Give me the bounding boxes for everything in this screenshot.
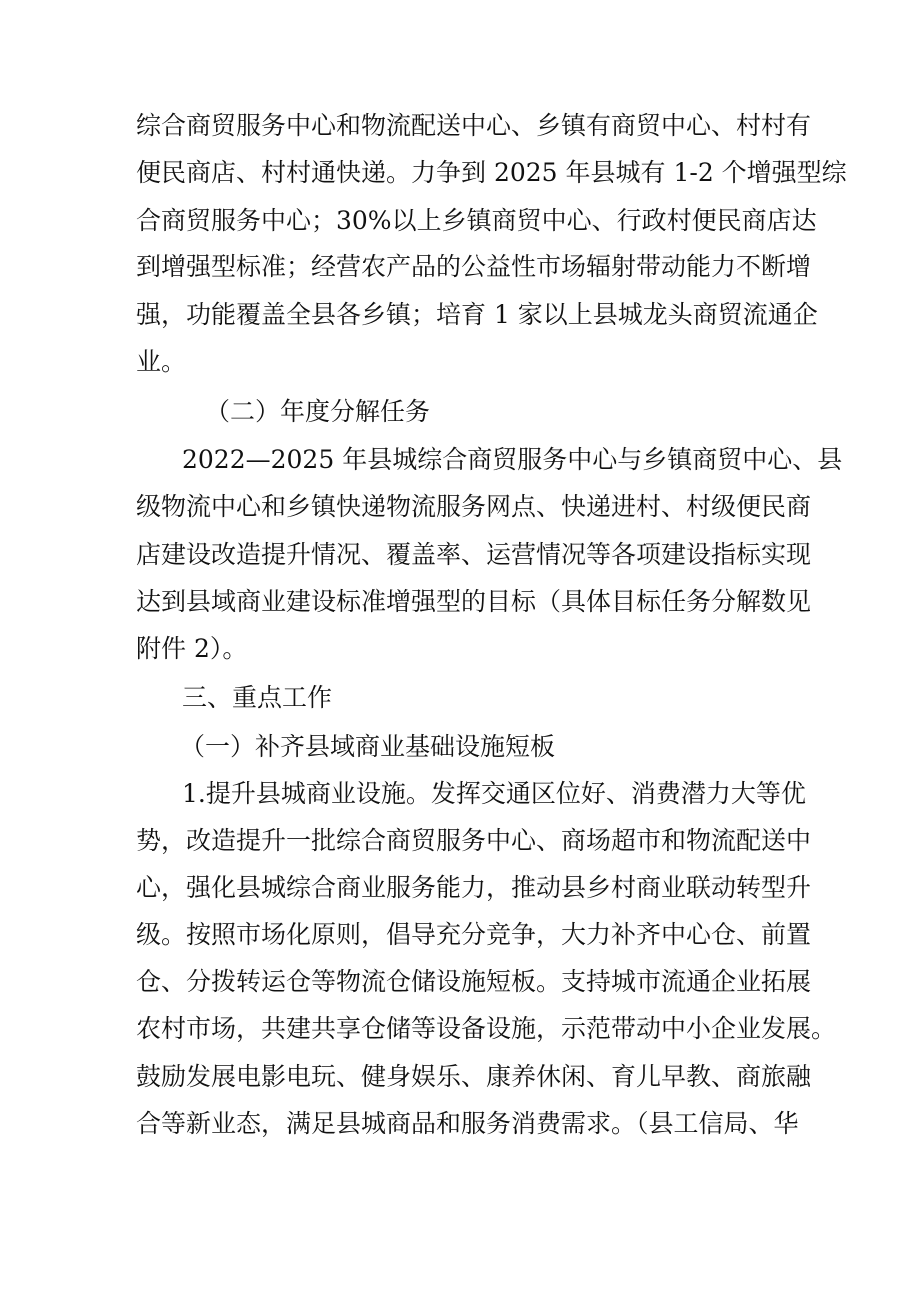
text-line: 1.提升县城商业设施。发挥交通区位好、消费潜力大等优 bbox=[182, 779, 806, 808]
text-line: 农村市场，共建共享仓储等设备设施，示范带动中小企业发展。 bbox=[136, 1014, 837, 1043]
text-line: 附件 2）。 bbox=[136, 634, 248, 663]
text-line: 合商贸服务中心；30%以上乡镇商贸中心、行政村便民商店达 bbox=[136, 206, 817, 235]
text-line: 店建设改造提升情况、覆盖率、运营情况等各项建设指标实现 bbox=[136, 540, 812, 569]
text-line: 强，功能覆盖全县各乡镇；培育 1 家以上县城龙头商贸流通企 bbox=[136, 300, 818, 329]
section-heading-annual-tasks: （二）年度分解任务 bbox=[205, 397, 431, 426]
section-heading-infrastructure: （一）补齐县域商业基础设施短板 bbox=[180, 732, 556, 761]
text-line: 达到县域商业建设标准增强型的目标（具体目标任务分解数见 bbox=[136, 587, 812, 616]
text-line: 业。 bbox=[136, 347, 187, 376]
text-line: 级。按照市场化原则，倡导充分竞争，大力补齐中心仓、前置 bbox=[136, 920, 812, 949]
text-line: 综合商贸服务中心和物流配送中心、乡镇有商贸中心、村村有 bbox=[136, 111, 812, 140]
text-line: 势，改造提升一批综合商贸服务中心、商场超市和物流配送中 bbox=[136, 826, 812, 855]
text-line: 仓、分拨转运仓等物流仓储设施短板。支持城市流通企业拓展 bbox=[136, 967, 812, 996]
text-line: 鼓励发展电影电玩、健身娱乐、康养休闲、育儿早教、商旅融 bbox=[136, 1062, 812, 1091]
text-line: 心，强化县城综合商业服务能力，推动县乡村商业联动转型升 bbox=[136, 873, 812, 902]
text-line: 合等新业态，满足县城商品和服务消费需求。（县工信局、华 bbox=[136, 1109, 799, 1138]
text-line: 便民商店、村村通快递。力争到 2025 年县城有 1-2 个增强型综 bbox=[136, 158, 847, 187]
text-line: 级物流中心和乡镇快递物流服务网点、快递进村、村级便民商 bbox=[136, 492, 812, 521]
text-line: 到增强型标准；经营农产品的公益性市场辐射带动能力不断增 bbox=[136, 252, 812, 281]
text-line: 2022—2025 年县城综合商贸服务中心与乡镇商贸中心、县 bbox=[182, 445, 843, 474]
section-heading-key-work: 三、重点工作 bbox=[182, 683, 333, 712]
